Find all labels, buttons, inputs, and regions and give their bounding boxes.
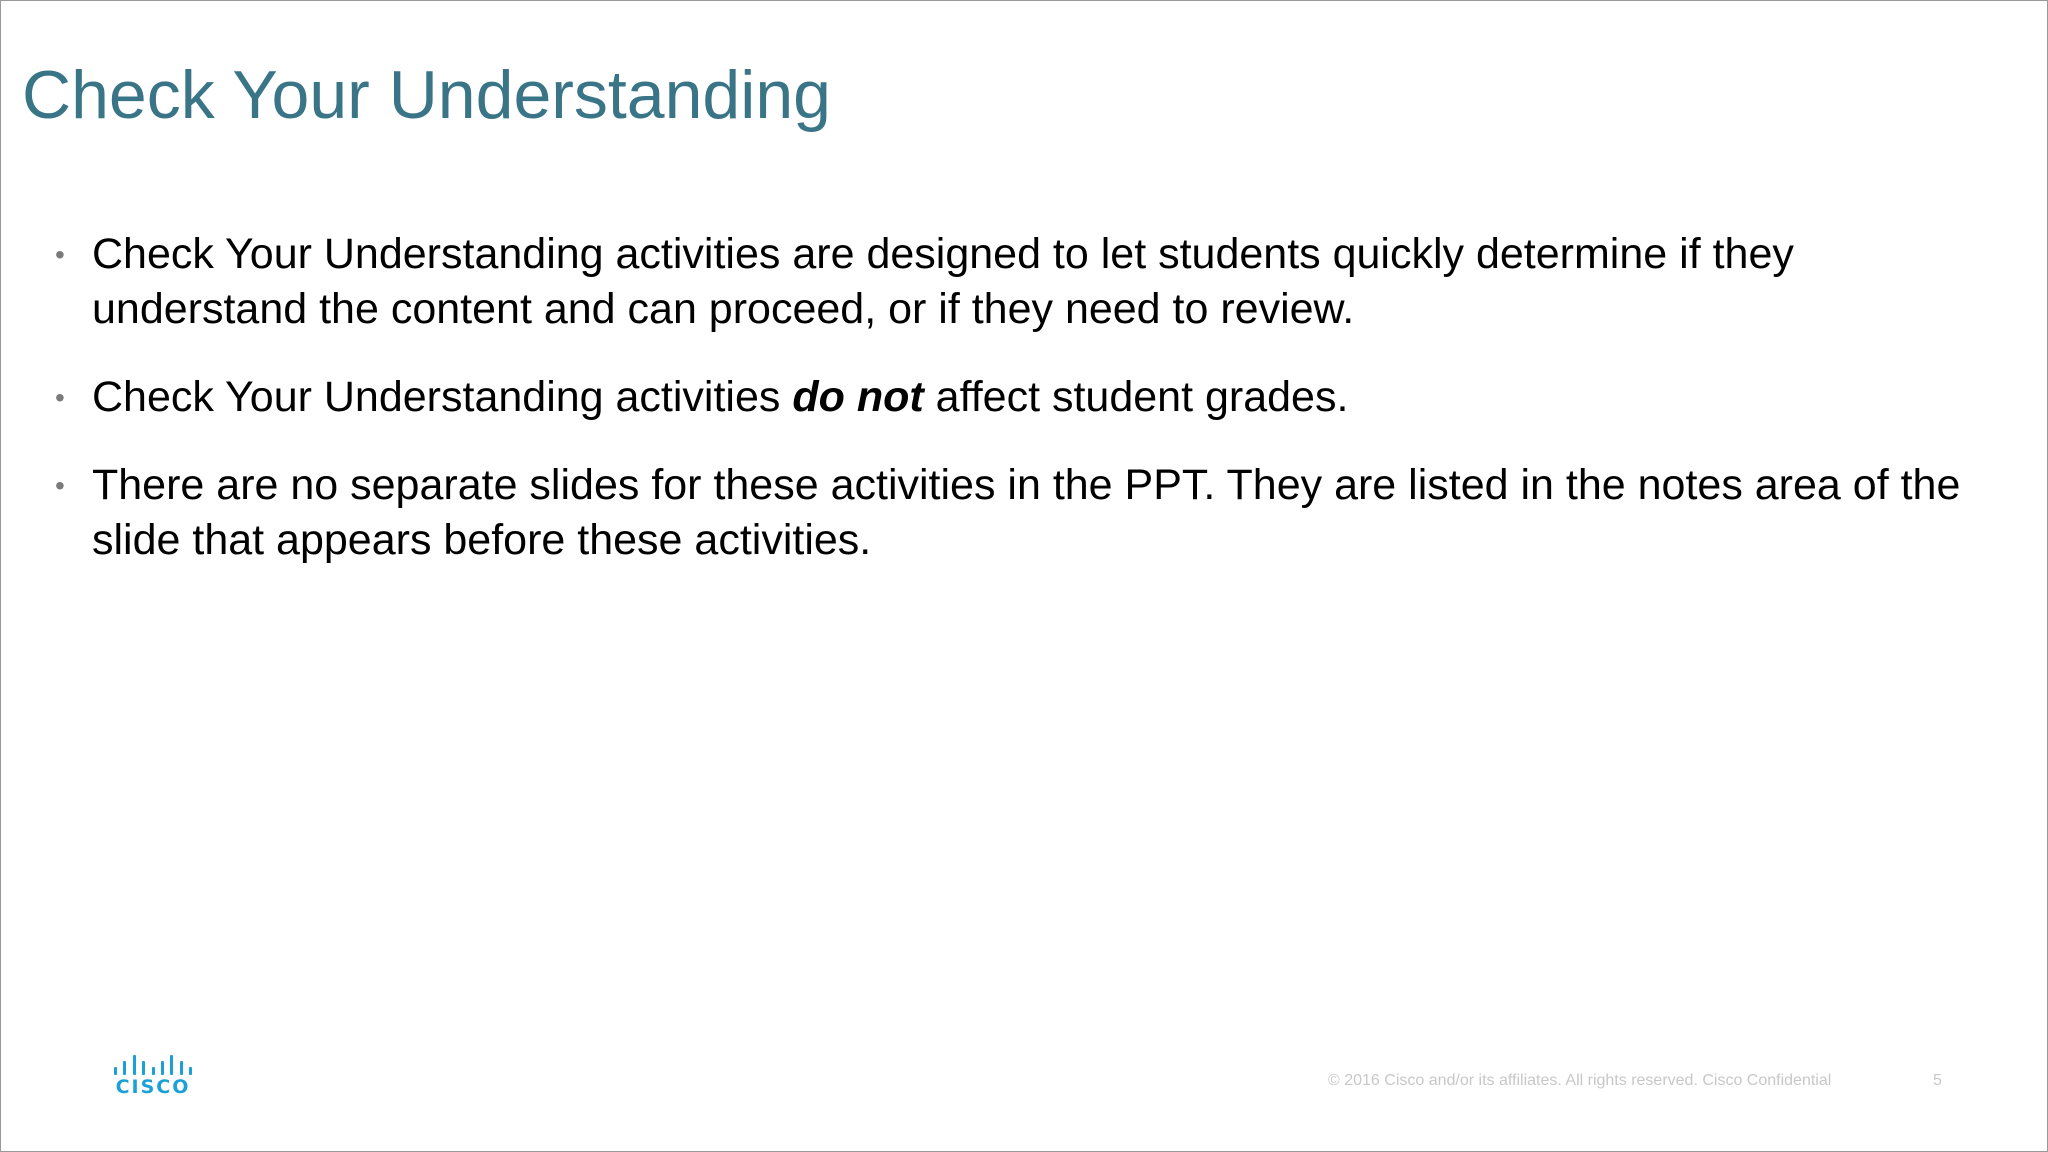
bullet-text: Check Your Understanding activities are designed to let students quickly determine if they understand the content and can proceed, or if they need to review.	[92, 230, 1794, 333]
footer-page-number: 5	[1933, 1072, 1942, 1089]
cisco-logo	[113, 1055, 193, 1099]
bullet-emphasis: do not	[792, 373, 924, 421]
cisco-bridge-logo-icon	[114, 1055, 192, 1075]
bullet-dot-icon: •	[55, 470, 65, 501]
cisco-logo-text: CISCO	[115, 1076, 191, 1098]
bullet-list	[49, 227, 2009, 601]
bullet-item	[49, 458, 2009, 568]
footer-copyright: © 2016 Cisco and/or its affiliates. All rights reserved. Cisco Confidential	[1328, 1072, 1832, 1089]
bullet-item	[49, 370, 2009, 425]
bullet-dot-icon: •	[55, 239, 65, 270]
bullet-text: Check Your Understanding activities	[92, 373, 793, 421]
bullet-text-after: affect student grades.	[923, 373, 1349, 421]
bullet-dot-icon: •	[55, 382, 65, 413]
slide-title: Check Your Understanding	[22, 57, 831, 133]
bullet-item	[49, 227, 2009, 337]
bullet-text: There are no separate slides for these activities in the PPT. They are listed in the notes area of the slide that appears before these activities.	[92, 461, 1961, 564]
